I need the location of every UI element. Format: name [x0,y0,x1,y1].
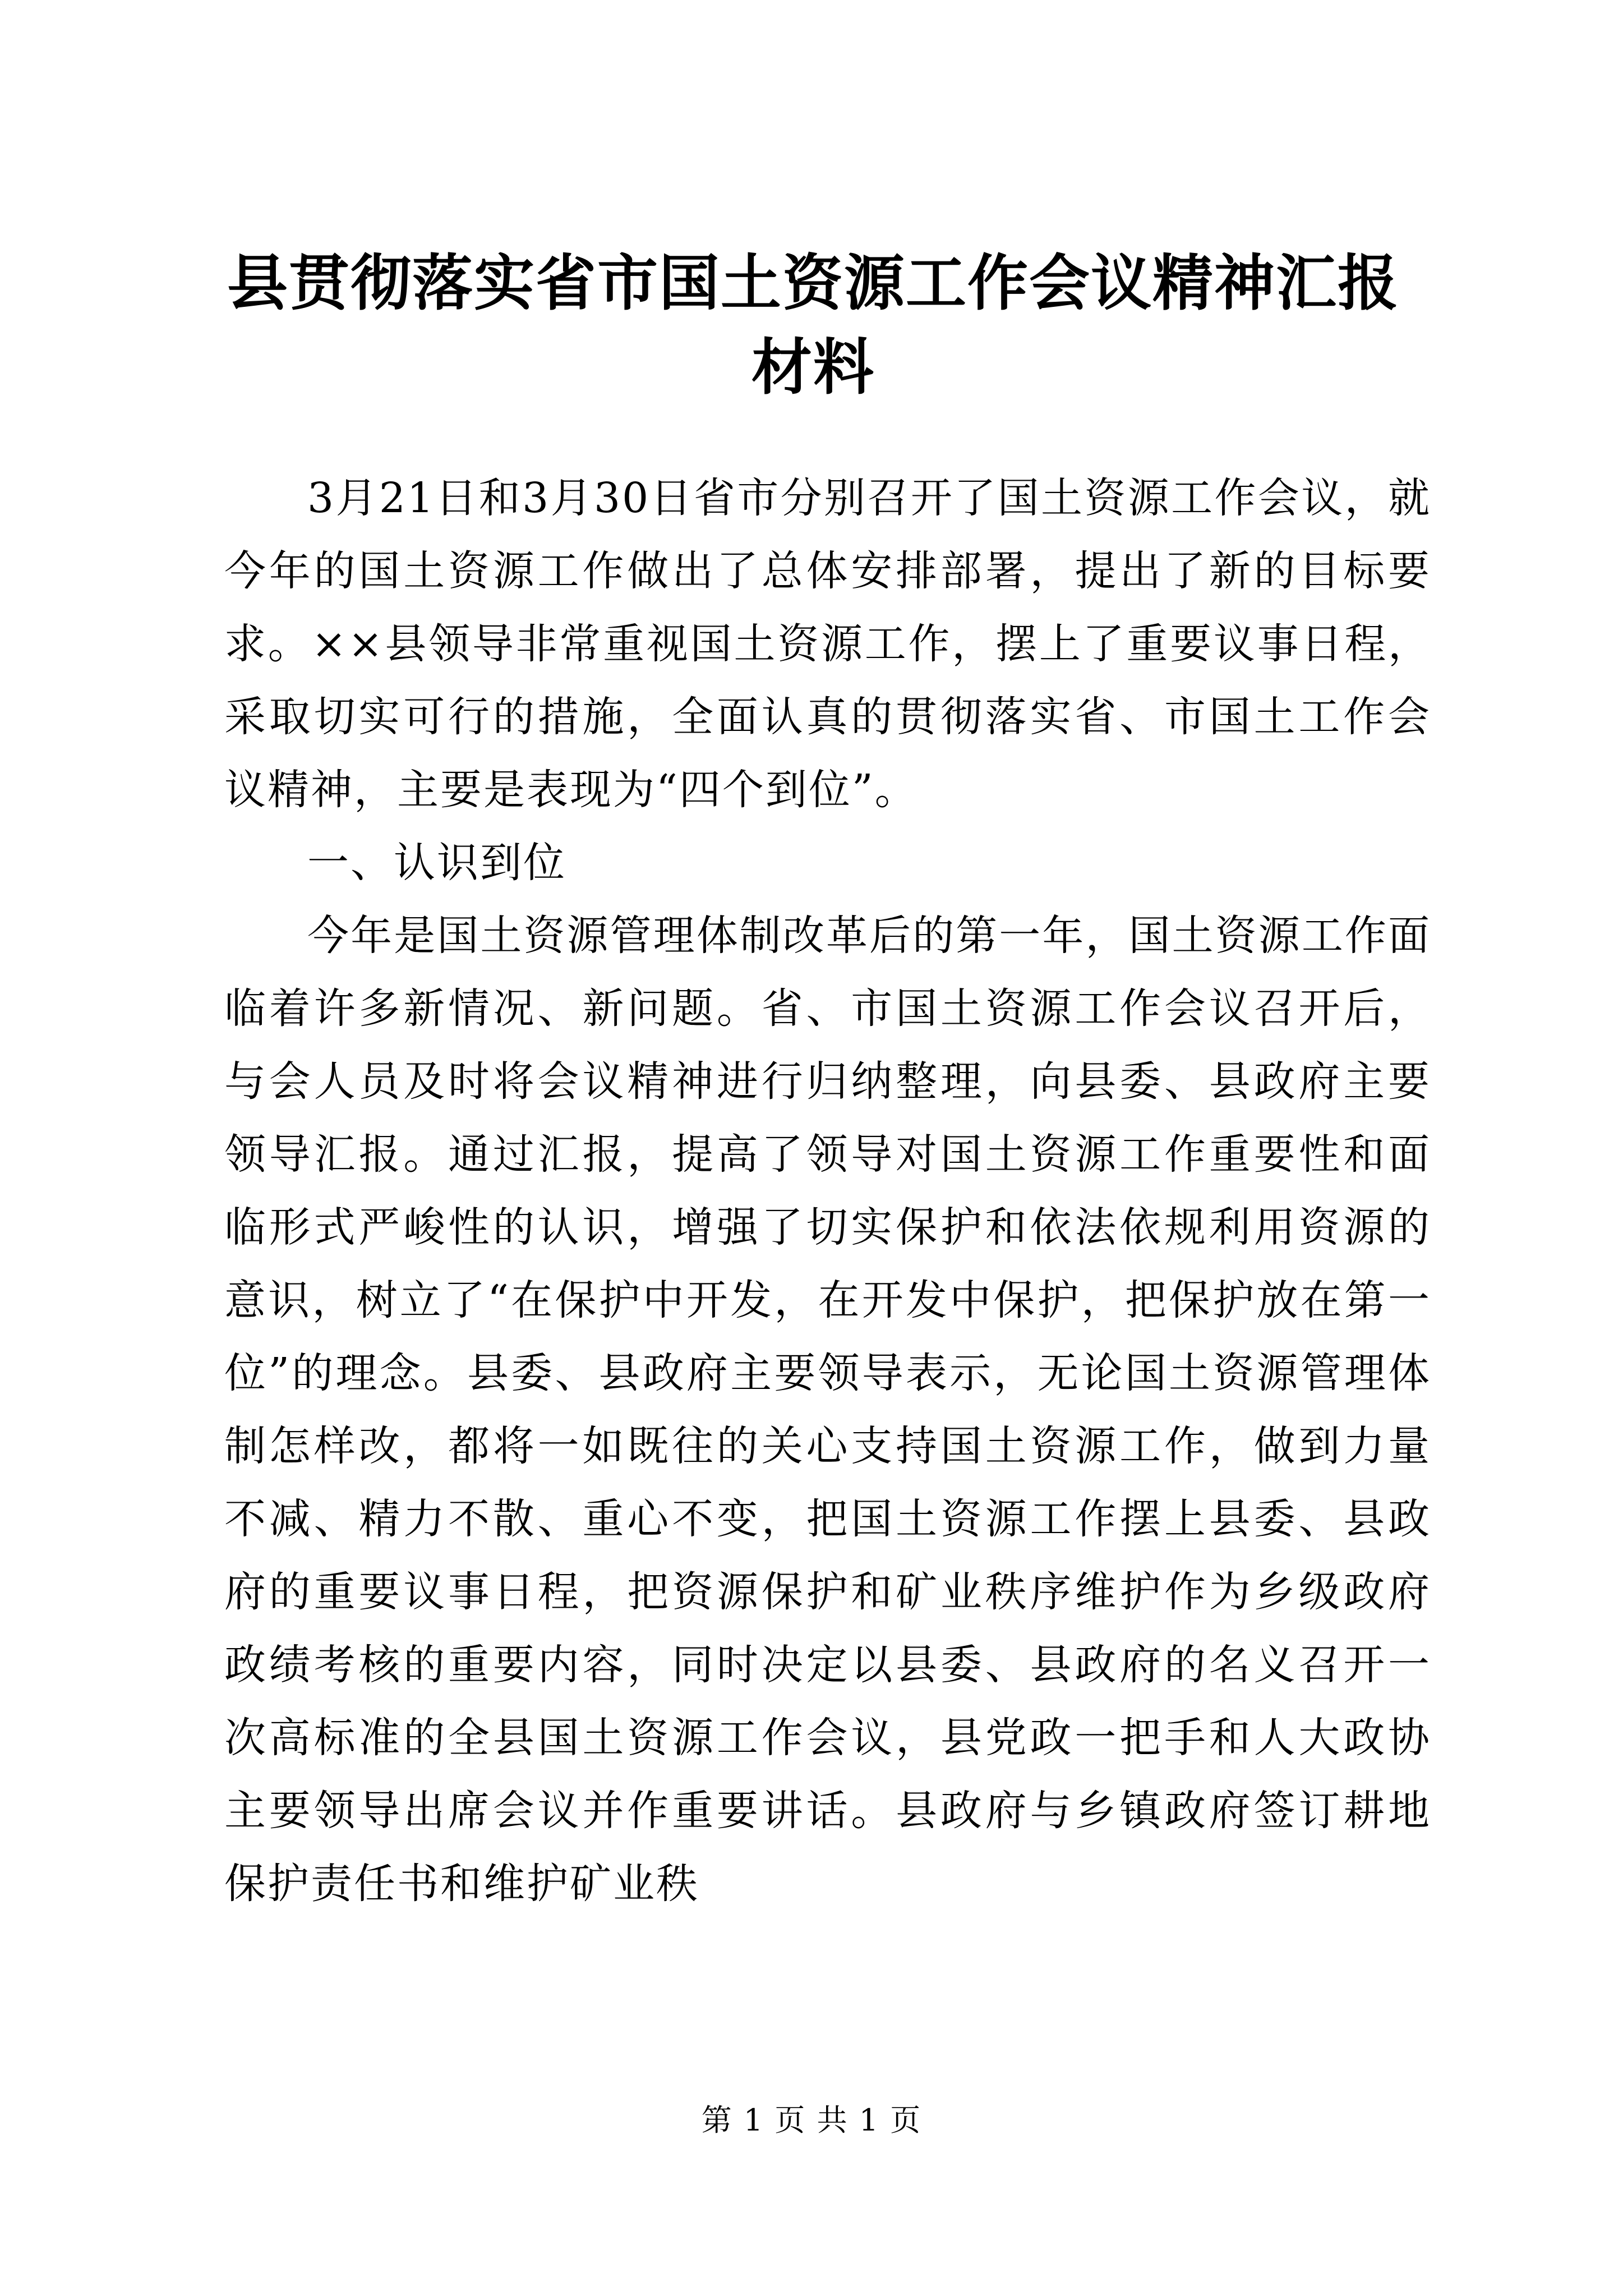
document-title: 县贯彻落实省市国土资源工作会议精神汇报材料 [227,248,1399,403]
page-footer: 第 1 页 共 1 页 [701,2102,922,2138]
section-heading-1: 一、认识到位 [307,839,566,887]
body-paragraph-intro: 3月21日和3月30日省市分别召开了国土资源工作会议，就今年的国土资源工作做出了总体安排部署，提出了新的目标要求。××县领导非常重视国土资源工作，摆上了重要议事日程，采取切实可行的措施，全面认真的贯彻落实省、市国土工作会议精神，主要是表现为“四个到位”。 [224,474,1431,814]
document-body [224,462,1431,1920]
body-paragraph-section-1: 今年是国土资源管理体制改革后的第一年，国土资源工作面临着许多新情况、新问题。省、市国土资源工作会议召开后，与会人员及时将会议精神进行归纳整理，向县委、县政府主要领导汇报。通过汇报，提高了领导对国土资源工作重要性和面临形式严峻性的认识，增强了切实保护和依法依规利用资源的意识，树立了“在保护中开发，在开发中保护，把保护放在第一位”的理念。县委、县政府主要领导表示，无论国土资源管理体制怎样改，都将一如既往的关心支持国土资源工作，做到力量不减、精力不散、重心不变，把国土资源工作摆上县委、县政府的重要议事日程，把资源保护和矿业秩序维护作为乡级政府政绩考核的重要内容，同时决定以县委、县政府的名义召开一次高标准的全县国土资源工作会议，县党政一把手和人大政协主要领导出席会议并作重要讲话。县政府与乡镇政府签订耕地保护责任书和维护矿业秩 [224,912,1431,1908]
